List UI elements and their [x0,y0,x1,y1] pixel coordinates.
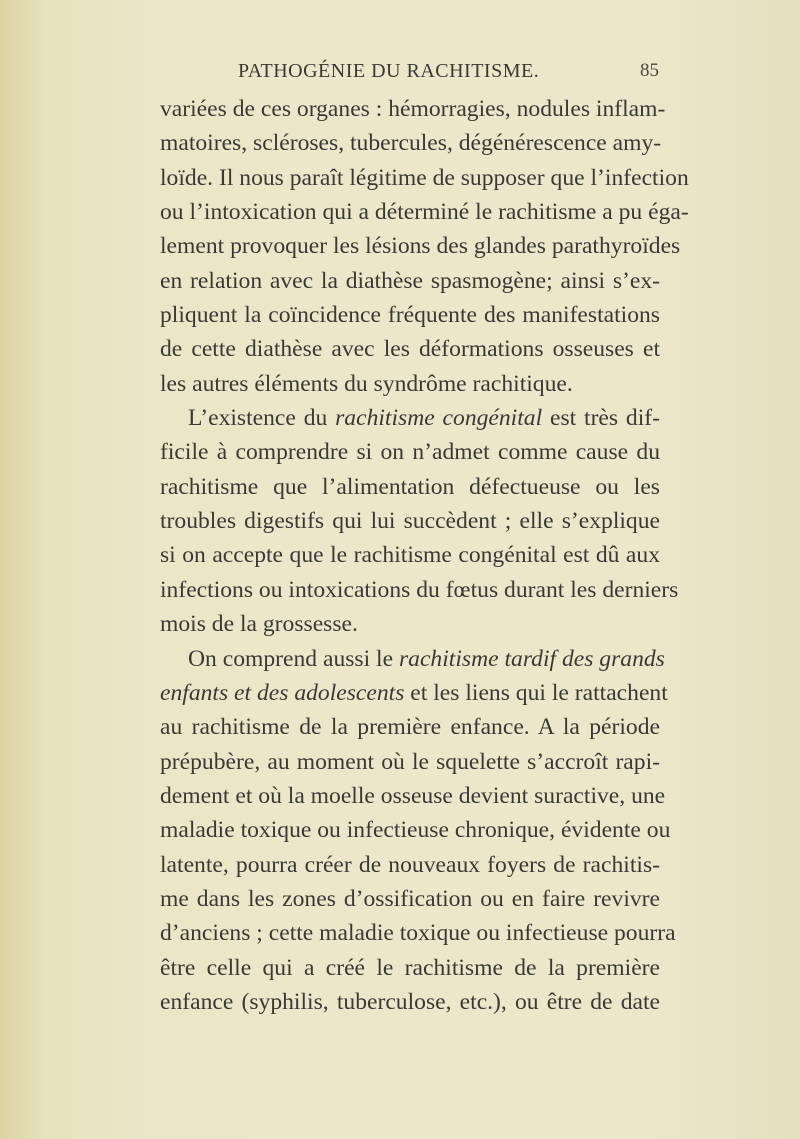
text-line [160,92,666,126]
body-text [160,92,689,1019]
text-line [160,504,660,538]
text-line [160,813,671,847]
text-run: loïde. Il nous paraît légitime de supposer que l’infection [160,164,689,191]
text-line [160,195,689,229]
page-number: 85 [640,60,659,81]
text-line [160,538,660,572]
italic-text: rachitisme tardif des grands [398,645,665,672]
text-run: de cette diathèse avec les déformations osseuses et [160,336,660,363]
text-run: prépubère, au moment où le squelette s’accroît rapi- [160,748,660,775]
text-run: matoires, scléroses, tubercules, dégénérescence amy- [160,130,662,157]
text-run: On comprend aussi le [188,645,399,672]
text-run: latente, pourra créer de nouveaux foyers de rachitis- [160,851,660,878]
text-run: les autres éléments du syndrôme rachitique. [160,370,573,397]
running-header [0,60,800,86]
text-run: pliquent la coïncidence fréquente des manifestations [160,302,660,329]
text-line [160,126,660,160]
text-line [160,710,660,744]
text-run: et les liens qui le rattachent [404,679,668,706]
running-title: PATHOGÉNIE DU RACHITISME. [238,60,540,82]
italic-text: rachitisme congénital [335,405,543,432]
text-run: au rachitisme de la première enfance. A la période [160,714,660,741]
text-run: ou l’intoxication qui a déterminé le rachitisme a pu éga- [160,199,689,226]
text-run: enfance (syphilis, tuberculose, etc.), ou être de date [160,988,660,1015]
text-run: mois de la grossesse. [160,611,358,638]
text-run: rachitisme que l’alimentation défectueuse ou les [160,473,660,500]
text-line [160,848,660,882]
text-run: troubles digestifs qui lui succèdent ; elle s’explique [160,508,660,535]
text-line [160,367,660,401]
text-line [160,676,668,710]
text-line [160,607,660,641]
text-line [160,435,660,469]
text-run: être celle qui a créé le rachitisme de la première [160,954,660,981]
italic-text: enfants et des adolescents [160,679,405,706]
text-line [160,882,660,916]
text-run: si on accepte que le rachitisme congénital est dû aux [160,542,660,569]
text-line [160,779,666,813]
text-run: maladie toxique ou infectieuse chronique, évidente ou [160,817,671,844]
text-line [160,951,660,985]
text-run: lement provoquer les lésions des glandes parathyroïdes [160,233,681,260]
text-run: est très dif- [542,405,660,432]
text-line [160,642,665,676]
text-line [160,916,676,950]
text-run: infections ou intoxications du fœtus durant les derniers [160,576,679,603]
text-run: dement et où la moelle osseuse devient suractive, une [160,782,666,809]
text-line [160,470,660,504]
text-line [160,264,660,298]
text-run: ficile à comprendre si on n’admet comme cause du [160,439,660,466]
text-run: L’existence du [188,405,336,432]
text-run: me dans les zones d’ossification ou en faire revivre [160,885,660,912]
text-line [160,985,660,1019]
text-line [160,161,689,195]
text-line [160,298,660,332]
text-run: variées de ces organes : hémorragies, nodules inflam- [160,96,666,122]
text-line [160,229,681,263]
text-line [160,573,679,607]
text-run: en relation avec la diathèse spasmogène; ainsi s’ex- [160,267,660,294]
text-line [160,745,660,779]
text-line [160,332,660,366]
text-run: d’anciens ; cette maladie toxique ou infectieuse pourra [160,920,676,947]
text-line [160,401,660,435]
